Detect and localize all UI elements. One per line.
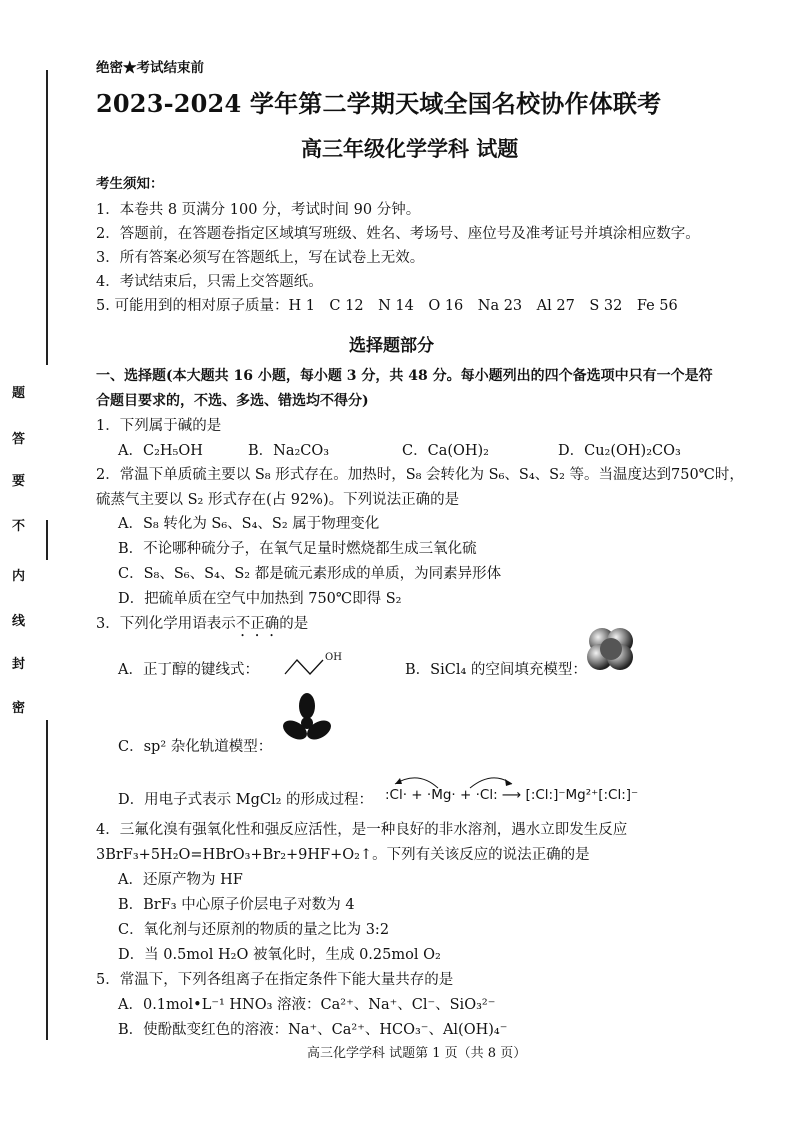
q4-option-d: D．当 0.5mol H₂O 被氧化时，生成 0.25mol O₂ [118, 947, 441, 963]
part-heading: 一、选择题(本大题共 16 小题，每小题 3 分，共 48 分。每小题列出的四个备选项中只有一个是符 [96, 368, 713, 384]
q4-option-c: C．氧化剂与还原剂的物质的量之比为 3:2 [118, 922, 390, 938]
margin-char: 封 [12, 657, 26, 672]
binding-line-mid [46, 520, 48, 560]
binding-line-top [46, 70, 48, 365]
butanol-oh-label: OH [325, 652, 342, 663]
q1-option-c: C．Ca(OH)₂ [402, 443, 489, 459]
q1-option-d: D．Cu₂(OH)₂CO₃ [558, 443, 681, 459]
q3-option-d: D．用电子式表示 MgCl₂ 的形成过程： [118, 792, 374, 808]
q2-option-a: A．S₈ 转化为 S₆、S₄、S₂ 属于物理变化 [118, 516, 380, 532]
q4-stem: 4．三氟化溴有强氧化性和强反应活性，是一种良好的非水溶剂，遇水立即发生反应 [96, 822, 628, 838]
q1-option-b: B．Na₂CO₃ [248, 443, 330, 459]
q3-stem-emphasis: 不正确 [235, 616, 280, 632]
part-heading-cont: 合题目要求的，不选、多选、错选均不得分) [96, 393, 369, 409]
margin-char: 线 [12, 614, 26, 629]
page-footer: 高三化学学科 试题第 1 页（共 8 页） [307, 1046, 527, 1061]
secret-mark: 绝密★考试结束前 [96, 60, 204, 76]
margin-char: 密 [12, 701, 26, 716]
q5-option-a: A．0.1mol•L⁻¹ HNO₃ 溶液：Ca²⁺、Na⁺、Cl⁻、SiO₃²⁻ [118, 997, 496, 1013]
notice-item: 1．本卷共 8 页满分 100 分，考试时间 90 分钟。 [96, 202, 421, 218]
q4-option-a: A．还原产物为 HF [118, 872, 243, 888]
notice-heading: 考生须知： [96, 176, 164, 192]
q2-option-d: D．把硫单质在空气中加热到 750℃即得 S₂ [118, 591, 402, 607]
margin-char: 答 [12, 432, 26, 447]
notice-item: 4．考试结束后，只需上交答题纸。 [96, 274, 323, 290]
notice-item: 2．答题前，在答题卷指定区域填写班级、姓名、考场号、座位号及准考证号并填涂相应数字。 [96, 226, 700, 242]
q1-option-a: A．C₂H₅OH [118, 443, 203, 459]
margin-char: 要 [12, 474, 26, 489]
q3-stem-prefix: 3．下列化学用语表示 [96, 616, 236, 632]
q5-stem: 5．常温下，下列各组离子在指定条件下能大量共存的是 [96, 972, 454, 988]
sicl4-space-filling-image [582, 625, 642, 675]
exam-subtitle: 高三年级化学学科 试题 [301, 136, 519, 161]
q1-stem: 1．下列属于碱的是 [96, 418, 222, 434]
q2-option-c: C．S₈、S₆、S₄、S₂ 都是硫元素形成的单质，为同素异形体 [118, 566, 502, 582]
binding-line-bottom [46, 720, 48, 1040]
q3-option-a: A．正丁醇的键线式： [118, 662, 259, 678]
margin-char: 内 [12, 569, 26, 584]
q2-stem-cont: 硫蒸气主要以 S₂ 形式存在(占 92%)。下列说法正确的是 [96, 492, 460, 508]
q3-stem [96, 614, 308, 640]
q2-option-b: B．不论哪种硫分子，在氧气足量时燃烧都生成三氧化硫 [118, 541, 477, 557]
q3-d-electron-formula: :Cl· + ·Mg· + ·Cl: ⟶ [:Cl:]⁻Mg²⁺[:Cl:]⁻ [385, 787, 639, 803]
exam-title: 2023-2024 学年第二学期天域全国名校协作体联考 [96, 89, 662, 118]
q3-option-b: B．SiCl₄ 的空间填充模型： [405, 662, 587, 678]
margin-char: 题 [12, 386, 26, 401]
q4-equation: 3BrF₃+5H₂O=HBrO₃+Br₂+9HF+O₂↑。下列有关该反应的说法正确的是 [96, 847, 590, 863]
section-title: 选择题部分 [349, 336, 434, 356]
margin-char: 不 [12, 519, 26, 534]
notice-item: 5. 可能用到的相对原子质量：H 1 C 12 N 14 O 16 Na 23 Al 27 S 32 Fe 56 [96, 298, 678, 314]
q3-option-c: C．sp² 杂化轨道模型： [118, 739, 273, 755]
notice-item: 3．所有答案必须写在答题纸上，写在试卷上无效。 [96, 250, 425, 266]
q2-stem: 2．常温下单质硫主要以 S₈ 形式存在。加热时，S₈ 会转化为 S₆、S₄、S₂ 等。当温度达到750℃时， [96, 467, 744, 483]
q4-option-b: B．BrF₃ 中心原子价层电子对数为 4 [118, 897, 355, 913]
sp2-orbital-image [282, 693, 332, 748]
q3-stem-suffix: 的是 [279, 616, 309, 632]
q5-option-b: B．使酚酞变红色的溶液：Na⁺、Ca²⁺、HCO₃⁻、Al(OH)₄⁻ [118, 1022, 508, 1038]
